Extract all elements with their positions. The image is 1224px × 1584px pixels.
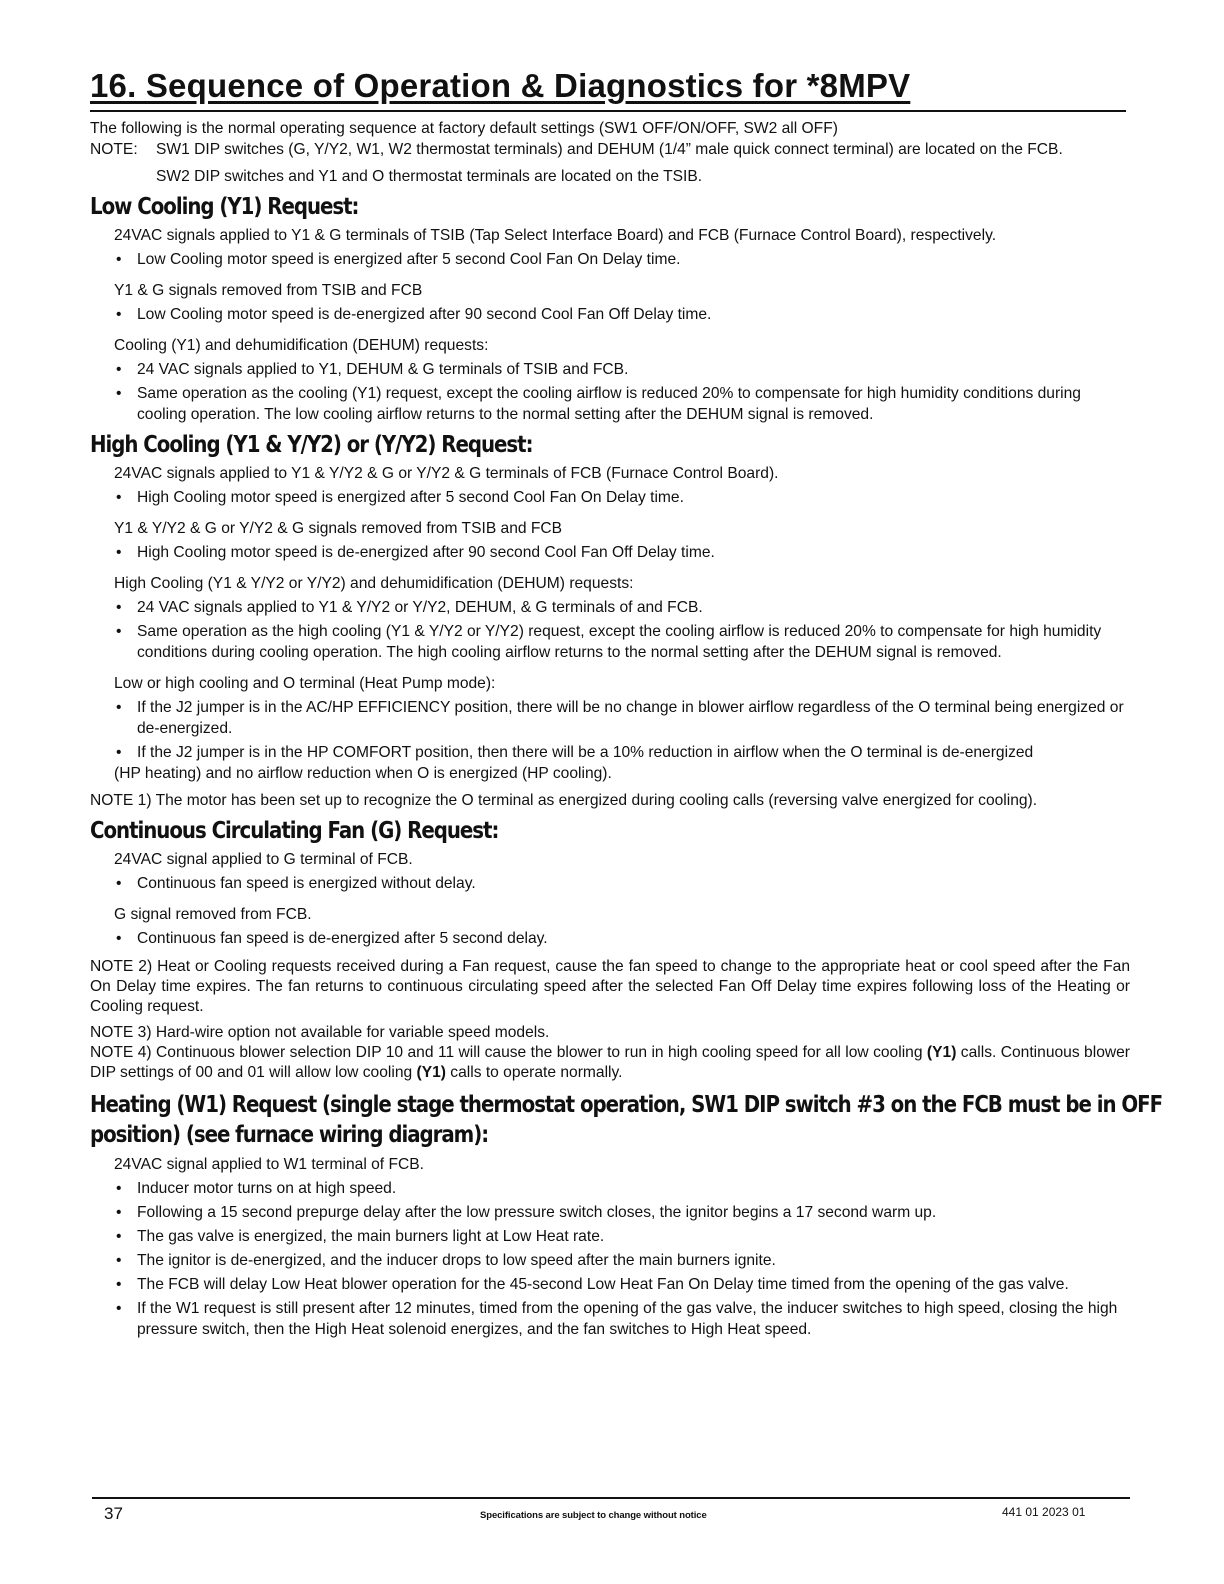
page-content — [90, 118, 1163, 1343]
list-item: • Same operation as the high cooling (Y1 & Y/Y2 or Y/Y2) request, except the cooling airflow is reduced 20% to compensate for high humidity conditions during cooling operation. The high cooling airflow returns to the normal setting after the DEHUM signal is removed. — [114, 621, 1130, 663]
lead-text: Cooling (Y1) and dehumidification (DEHUM) requests: — [114, 337, 489, 354]
list-item: • Following a 15 second prepurge delay after the low pressure switch closes, the ignitor begins a 17 second warm up. — [114, 1202, 1130, 1223]
lead-text: 24VAC signals applied to Y1 & Y/Y2 & G or Y/Y2 & G terminals of FCB (Furnace Control Board). — [114, 465, 779, 482]
bullet-list — [114, 697, 1130, 763]
note-4-part: calls. Continuous blower DIP settings of 00 and 01 will allow low cooling — [90, 1044, 1130, 1081]
section-high-cooling — [114, 463, 1130, 784]
list-item: • Inducer motor turns on at high speed. — [114, 1178, 1130, 1199]
page-number: 37 — [104, 1504, 123, 1523]
note-4-part: NOTE 4) Continuous blower selection DIP 10 and 11 will cause the blower to run in high cooling speed for all low cooling — [90, 1044, 927, 1061]
list-item: • The gas valve is energized, the main burners light at Low Heat rate. — [114, 1226, 1130, 1247]
note-text-2: SW2 DIP switches and Y1 and O thermostat terminals are located on the TSIB. — [156, 168, 703, 185]
lead-text: 24VAC signal applied to G terminal of FCB. — [114, 851, 413, 868]
footer-doc-code: 441 01 2023 01 — [1002, 1505, 1086, 1519]
note-4 — [90, 1043, 1130, 1083]
note-1: NOTE 1) The motor has been set up to recognize the O terminal as energized during cooling calls (reversing valve energized for cooling). — [90, 792, 1038, 809]
list-item: • Continuous fan speed is de-energized after 5 second delay. — [114, 928, 1130, 949]
note-3: NOTE 3) Hard-wire option not available for variable speed models. — [90, 1024, 550, 1041]
section-fan — [114, 849, 1130, 949]
list-item: • Continuous fan speed is energized without delay. — [114, 873, 1130, 894]
intro-text: The following is the normal operating sequence at factory default settings (SW1 OFF/ON/OFF, SW2 all OFF) — [90, 120, 838, 137]
list-item: • Same operation as the cooling (Y1) request, except the cooling airflow is reduced 20% to compensate for high humidity conditions during cooling operation. The low cooling airflow returns to the normal setting after the DEHUM signal is removed. — [114, 383, 1130, 425]
footer-divider — [92, 1497, 1130, 1499]
section-heating — [114, 1154, 1130, 1340]
bullet-list — [114, 928, 1130, 949]
note-4-bold: (Y1) — [416, 1064, 446, 1081]
lead-text: 24VAC signals applied to Y1 & G terminals of TSIB (Tap Select Interface Board) and FCB (Furnace Control Board), respectively. — [114, 227, 997, 244]
bullet-list — [114, 304, 1130, 325]
note-4-part: calls to operate normally. — [445, 1064, 623, 1081]
list-item: • 24 VAC signals applied to Y1, DEHUM & G terminals of TSIB and FCB. — [114, 359, 1130, 380]
footer-notice: Specifications are subject to change without notice — [480, 1510, 707, 1521]
list-item: • If the W1 request is still present after 12 minutes, timed from the opening of the gas valve, the inducer switches to high speed, closing the high pressure switch, then the High Heat solenoid energizes, and the fan switches to High Heat speed. — [114, 1298, 1130, 1340]
heading-low-cooling: Low Cooling (Y1) Request: — [90, 194, 359, 220]
note-2: NOTE 2) Heat or Cooling requests received during a Fan request, cause the fan speed to change to the appropriate heat or cool speed after the Fan On Delay time expires. The fan returns to continuous circulating speed after the selected Fan Off Delay time expires following loss of the Heating or Cooling request. — [90, 958, 1130, 1015]
list-item: • If the J2 jumper is in the AC/HP EFFICIENCY position, there will be no change in blower airflow regardless of the O terminal being energized or de-energized. — [114, 697, 1130, 739]
list-item: • The FCB will delay Low Heat blower operation for the 45-second Low Heat Fan On Delay time timed from the opening of the gas valve. — [114, 1274, 1130, 1295]
continuation-text: (HP heating) and no airflow reduction when O is energized (HP cooling). — [114, 765, 612, 782]
bullet-list — [114, 487, 1130, 508]
lead-text: High Cooling (Y1 & Y/Y2 or Y/Y2) and dehumidification (DEHUM) requests: — [114, 575, 634, 592]
lead-text: Low or high cooling and O terminal (Heat Pump mode): — [114, 675, 496, 692]
bullet-list — [114, 1178, 1130, 1340]
section-low-cooling — [114, 225, 1130, 425]
list-item: • Low Cooling motor speed is energized after 5 second Cool Fan On Delay time. — [114, 249, 1130, 270]
bullet-list — [114, 542, 1130, 563]
note-label: NOTE: — [90, 141, 138, 158]
heading-high-cooling: High Cooling (Y1 & Y/Y2) or (Y/Y2) Request: — [90, 432, 533, 458]
lead-text: 24VAC signal applied to W1 terminal of FCB. — [114, 1156, 424, 1173]
lead-text: Y1 & G signals removed from TSIB and FCB — [114, 282, 423, 299]
heading-fan: Continuous Circulating Fan (G) Request: — [90, 818, 499, 844]
list-item: • Low Cooling motor speed is de-energized after 90 second Cool Fan Off Delay time. — [114, 304, 1130, 325]
list-item: • 24 VAC signals applied to Y1 & Y/Y2 or Y/Y2, DEHUM, & G terminals of and FCB. — [114, 597, 1130, 618]
note-text-1: SW1 DIP switches (G, Y/Y2, W1, W2 thermostat terminals) and DEHUM (1/4” male quick connect terminal) are located on the FCB. — [156, 141, 1063, 158]
lead-text: Y1 & Y/Y2 & G or Y/Y2 & G signals removed from TSIB and FCB — [114, 520, 563, 537]
list-item: • High Cooling motor speed is de-energized after 90 second Cool Fan Off Delay time. — [114, 542, 1130, 563]
note-row — [90, 139, 1130, 160]
bullet-list — [114, 359, 1130, 425]
bullet-list — [114, 249, 1130, 270]
note-4-bold: (Y1) — [926, 1044, 957, 1061]
page-title: 16. Sequence of Operation & Diagnostics for *8MPV — [90, 62, 1126, 112]
list-item: • If the J2 jumper is in the HP COMFORT position, then there will be a 10% reduction in airflow when the O terminal is de-energized — [114, 742, 1130, 763]
heading-heating: Heating (W1) Request (single stage thermostat operation, SW1 DIP switch #3 on the FCB must be in OFF position) (see furnace wiring diagram): — [90, 1092, 1163, 1148]
list-item: • High Cooling motor speed is energized after 5 second Cool Fan On Delay time. — [114, 487, 1130, 508]
list-item: • The ignitor is de-energized, and the inducer drops to low speed after the main burners ignite. — [114, 1250, 1130, 1271]
bullet-list — [114, 873, 1130, 894]
lead-text: G signal removed from FCB. — [114, 906, 312, 923]
bullet-list — [114, 597, 1130, 663]
